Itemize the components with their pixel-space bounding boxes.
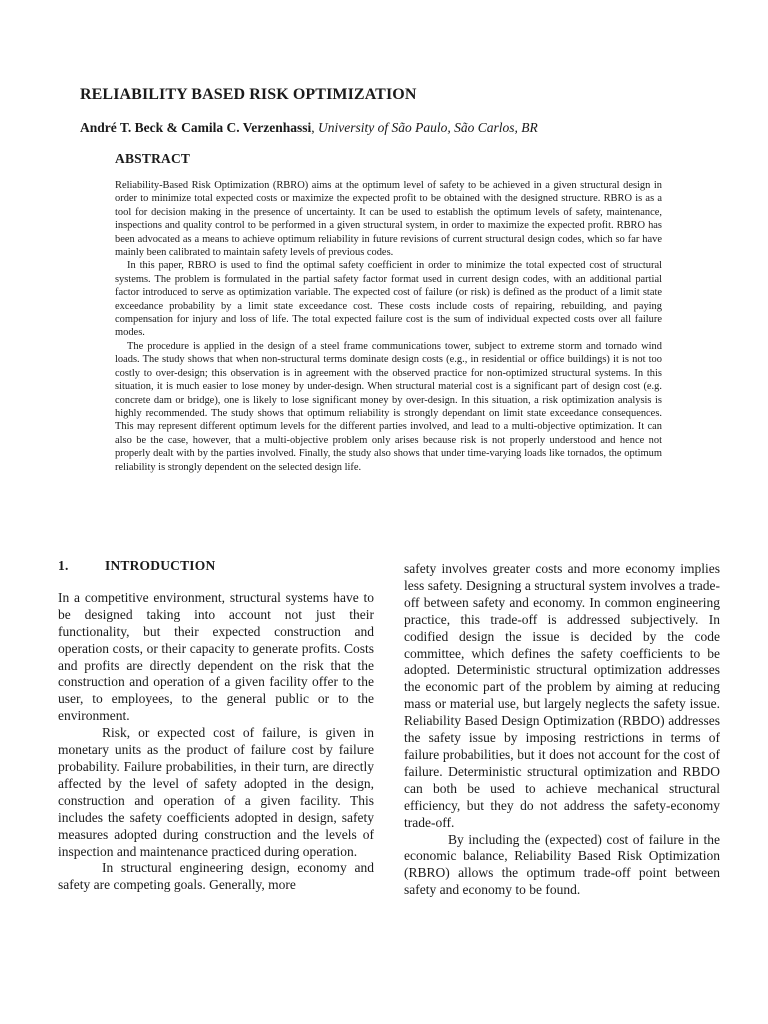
right-column bbox=[404, 561, 720, 899]
abstract-paragraph: In this paper, RBRO is used to find the optimal safety coefficient in order to minimize the total expected cost of structural systems. The problem is formulated in the partial safety factor format used in current design codes, with an additional partial factor introduced to serve as optimization variable. The expected cost of failure (or risk) is defined as the product of a limit state exceedance probability by a limit state exceedance cost. These costs include costs of repairing, rebuilding, and paying compensation for injury and loss of life. The total expected failure cost is the sum of individual expected costs over all failure modes. bbox=[115, 260, 662, 339]
body-paragraph: In a competitive environment, structural systems have to be designed taking into account not just their functionality, but their expected construction and operation costs, or their capacity to generate profits. Costs and profits are directly dependent on the risk that the construction and operation of a given facility offer to the user, to employees, to the general public or to the environment. bbox=[58, 589, 374, 724]
section-number: 1. bbox=[58, 558, 69, 573]
author-names: André T. Beck & Camila C. Verzenhassi bbox=[80, 120, 312, 135]
abstract-paragraph: The procedure is applied in the design of a steel frame communications tower, subject to extreme storm and tornado wind loads. The study shows that when non-structural terms dominate design costs (e.g., in residential or office buildings) it is not too costly to over-design; this observation is in agreement with the observed practice for non-optimized structural systems. In this situation, it is much easier to lose money by under-design. When structural material cost is a significant part of design cost (e.g. concrete dam or bridge), one is likely to lose significant money by over-design. In this situation, a risk optimization analysis is highly recommended. The study shows that optimum reliability is strongly dependant on limit state exceedance consequences. This may represent different optimum levels for the different parties involved, and lead to a multi-objective optimization. It can also be the case, however, that a multi-objective problem only arises because risk is not properly understood and hence not properly dealt with by the parties involved. Finally, the study also shows that under time-varying loads like tornados, the optimum reliability is strongly dependent on the selected design life. bbox=[115, 340, 662, 473]
body-paragraph: safety involves greater costs and more economy implies less safety. Designing a structural system involves a trade-off between safety and economy. In common engineering practice, this trade-off is addressed subjectively. In codified design the issue is decided by the code committee, which defines the safety coefficients to be adopted. Deterministic structural optimization addresses the economic part of the problem by aiming at reducing mass or material use, but largely neglects the safety issue. Reliability Based Design Optimization (RBDO) addresses the safety issue by imposing restrictions in terms of failure probabilities, but it does not account for the cost of failure. Deterministic structural optimization and RBDO can both be used to achieve mechanical structural efficiency, but they do not address the safety-economy trade-off. bbox=[404, 561, 720, 830]
body-paragraph: By including the (expected) cost of failure in the economic balance, Reliability Based Risk Optimization (RBRO) allows the optimum trade-off point between safety and economy to be found. bbox=[404, 831, 720, 898]
section-title: INTRODUCTION bbox=[105, 558, 216, 573]
abstract-body bbox=[115, 179, 662, 474]
abstract-paragraph: Reliability-Based Risk Optimization (RBRO) aims at the optimum level of safety to be achieved in a given structural design in order to minimize total expected costs or maximize the expected profit to be obtained with the designed structure. RBRO is as a tool for decision making in the presence of uncertainty. It can be used to establish the optimum levels of safety, maintenance, inspections and quality control to be performed in a given structural system, in order to maximize the expected profit. RBRO has been advocated as a means to achieve optimum reliability in future revisions of current structural design codes, which so far have mainly been calibrated to maintain safety levels of previous codes. bbox=[115, 180, 662, 259]
abstract-heading: ABSTRACT bbox=[115, 151, 191, 166]
author-line: André T. Beck & Camila C. Verzenhassi, University of São Paulo, São Carlos, BR bbox=[80, 120, 538, 135]
author-affiliation: University of São Paulo, São Carlos, BR bbox=[318, 120, 538, 135]
body-paragraph: In structural engineering design, economy and safety are competing goals. Generally, more bbox=[58, 860, 374, 893]
paper-title: RELIABILITY BASED RISK OPTIMIZATION bbox=[80, 86, 417, 103]
body-paragraph: Risk, or expected cost of failure, is given in monetary units as the product of failure cost by failure probability. Failure probabilities, in their turn, are directly affected by the level of safety adopted in the design, construction and operation of a given facility. This includes the safety coefficients adopted in design, safety measures adopted during construction and the levels of inspection and maintenance practiced during operation. bbox=[58, 725, 374, 859]
left-column bbox=[58, 558, 374, 894]
section-heading-introduction bbox=[58, 558, 374, 575]
